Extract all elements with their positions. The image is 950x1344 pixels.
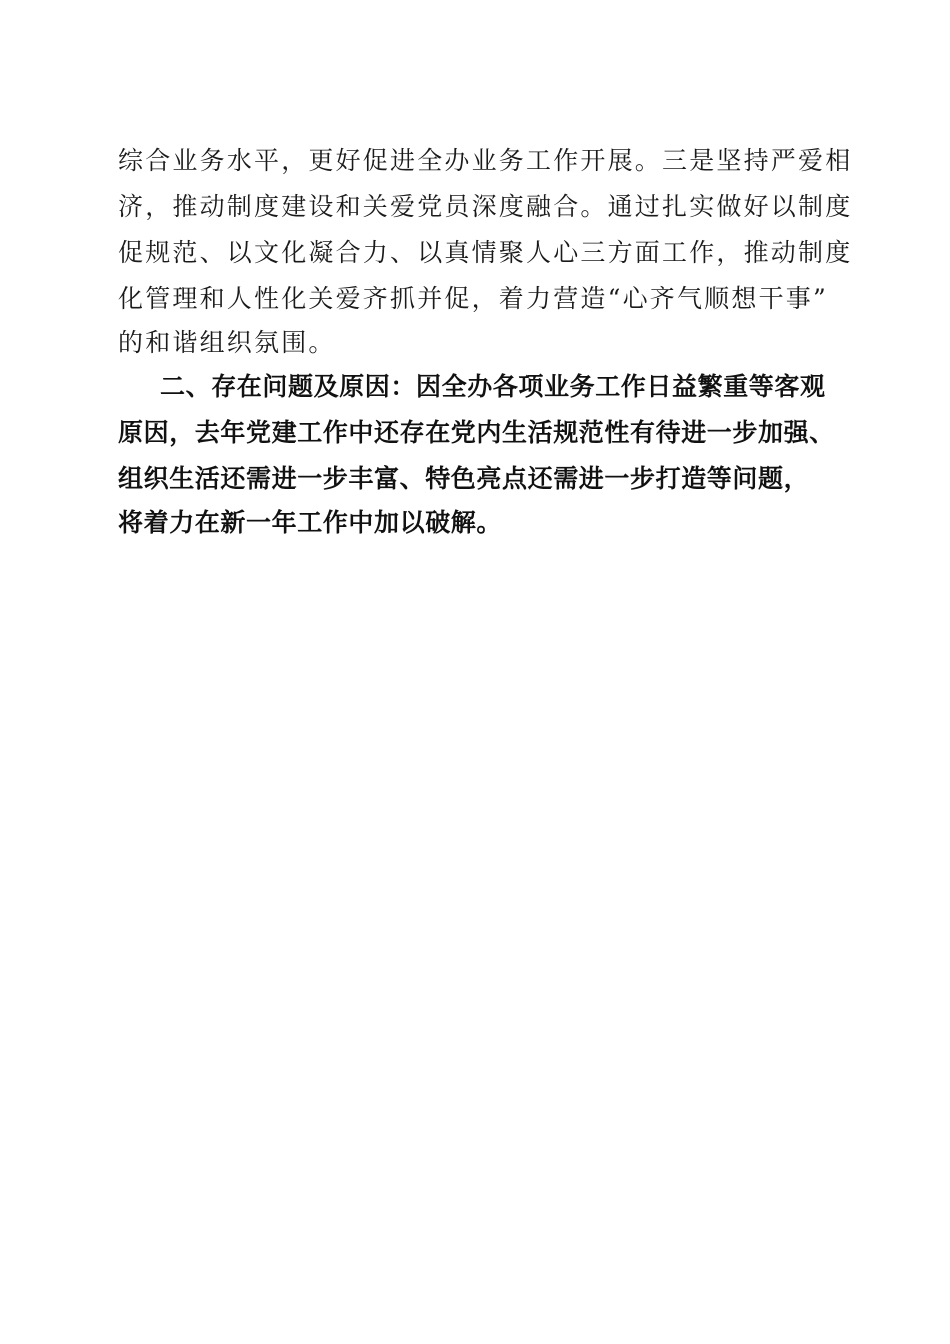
text-line: 化管理和人性化关爱齐抓并促，着力营造“心齐气顺想干事” — [118, 284, 828, 313]
text-line: 的和谐组织氛围。 — [118, 328, 336, 357]
text-line: 将着力在新一年工作中加以破解。 — [118, 508, 503, 537]
text-line: 原因，去年党建工作中还存在党内生活规范性有待进一步加强、 — [118, 418, 835, 447]
section-heading-line: 二、存在问题及原因：因全办各项业务工作日益繁重等客观 — [160, 372, 826, 401]
text-line: 组织生活还需进一步丰富、特色亮点还需进一步打造等问题， — [118, 464, 810, 493]
text-line: 促规范、以文化凝合力、以真情聚人心三方面工作，推动制度 — [118, 238, 853, 267]
text-line: 济，推动制度建设和关爱党员深度融合。通过扎实做好以制度 — [118, 192, 853, 221]
text-line: 综合业务水平，更好促进全办业务工作开展。三是坚持严爱相 — [118, 146, 853, 175]
